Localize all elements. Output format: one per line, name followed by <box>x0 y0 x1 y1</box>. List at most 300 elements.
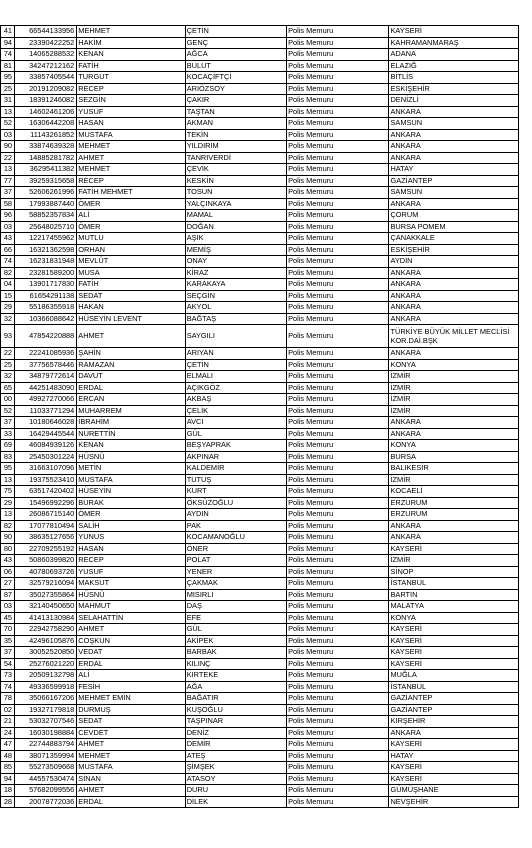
id-number-cell: 52606261996 <box>15 187 77 199</box>
row-number-cell: 41 <box>1 26 15 38</box>
title-cell: Polis Memuru <box>287 440 389 452</box>
last-name-cell: AKPINAR <box>185 451 286 463</box>
id-number-cell: 25450301224 <box>15 451 77 463</box>
last-name-cell: EFE <box>185 612 286 624</box>
row-number-cell: 43 <box>1 555 15 567</box>
last-name-cell: ÖKSÜZOĞLU <box>185 497 286 509</box>
first-name-cell: RECEP <box>77 175 185 187</box>
first-name-cell: MEVLÜT <box>77 256 185 268</box>
location-cell: ÇANAKKALE <box>389 233 519 245</box>
table-row <box>1 83 519 95</box>
first-name-cell: RAMAZAN <box>77 359 185 371</box>
row-number-cell: 54 <box>1 658 15 670</box>
table-row <box>1 95 519 107</box>
last-name-cell: AÇIKGÖZ <box>185 382 286 394</box>
title-cell: Polis Memuru <box>287 244 389 256</box>
id-number-cell: 25276021220 <box>15 658 77 670</box>
row-number-cell: 02 <box>1 704 15 716</box>
row-number-cell: 65 <box>1 382 15 394</box>
row-number-cell: 32 <box>1 371 15 383</box>
last-name-cell: MEMİŞ <box>185 244 286 256</box>
id-number-cell: 33874639328 <box>15 141 77 153</box>
title-cell: Polis Memuru <box>287 486 389 498</box>
last-name-cell: ÇAKIR <box>185 95 286 107</box>
last-name-cell: MAMAL <box>185 210 286 222</box>
id-number-cell: 23281589200 <box>15 267 77 279</box>
title-cell: Polis Memuru <box>287 210 389 222</box>
last-name-cell: AŞIK <box>185 233 286 245</box>
first-name-cell: RECEP <box>77 555 185 567</box>
first-name-cell: MUHARREM <box>77 405 185 417</box>
table-row <box>1 279 519 291</box>
row-number-cell: 80 <box>1 543 15 555</box>
location-cell: KAYSERİ <box>389 762 519 774</box>
last-name-cell: BEŞYAPRAK <box>185 440 286 452</box>
location-cell: ESKİŞEHİR <box>389 83 519 95</box>
row-number-cell: 66 <box>1 244 15 256</box>
id-number-cell: 20191209082 <box>15 83 77 95</box>
table-row <box>1 371 519 383</box>
row-number-cell: 70 <box>1 624 15 636</box>
title-cell: Polis Memuru <box>287 290 389 302</box>
table-row <box>1 497 519 509</box>
location-cell: BİTLİS <box>389 72 519 84</box>
first-name-cell: NURETTİN <box>77 428 185 440</box>
id-number-cell: 11143261852 <box>15 129 77 141</box>
location-cell: GAZİANTEP <box>389 693 519 705</box>
last-name-cell: KURT <box>185 486 286 498</box>
row-number-cell: 81 <box>1 60 15 72</box>
title-cell: Polis Memuru <box>287 37 389 49</box>
last-name-cell: TEKİN <box>185 129 286 141</box>
row-number-cell: 22 <box>1 152 15 164</box>
first-name-cell: ORHAN <box>77 244 185 256</box>
title-cell: Polis Memuru <box>287 83 389 95</box>
last-name-cell: YALÇINKAYA <box>185 198 286 210</box>
id-number-cell: 38071359994 <box>15 750 77 762</box>
title-cell: Polis Memuru <box>287 405 389 417</box>
location-cell: ANKARA <box>389 313 519 325</box>
table-row <box>1 739 519 751</box>
row-number-cell: 13 <box>1 106 15 118</box>
table-row <box>1 762 519 774</box>
table-row <box>1 601 519 613</box>
row-number-cell: 25 <box>1 83 15 95</box>
location-cell: ANKARA <box>389 279 519 291</box>
title-cell: Polis Memuru <box>287 313 389 325</box>
id-number-cell: 20509132798 <box>15 670 77 682</box>
title-cell: Polis Memuru <box>287 555 389 567</box>
row-number-cell: 96 <box>1 210 15 222</box>
title-cell: Polis Memuru <box>287 325 389 348</box>
location-cell: KAYSERİ <box>389 647 519 659</box>
location-cell: ANKARA <box>389 129 519 141</box>
id-number-cell: 34247212162 <box>15 60 77 72</box>
last-name-cell: AĞA <box>185 681 286 693</box>
title-cell: Polis Memuru <box>287 60 389 72</box>
first-name-cell: ERDAL <box>77 796 185 808</box>
table-row <box>1 520 519 532</box>
first-name-cell: AHMET <box>77 152 185 164</box>
last-name-cell: AKBAŞ <box>185 394 286 406</box>
title-cell: Polis Memuru <box>287 49 389 61</box>
location-cell: BURSA <box>389 451 519 463</box>
row-number-cell: 04 <box>1 279 15 291</box>
table-row <box>1 532 519 544</box>
first-name-cell: ÖMER <box>77 221 185 233</box>
location-cell: ANKARA <box>389 520 519 532</box>
location-cell: GÜMÜŞHANE <box>389 785 519 797</box>
table-row <box>1 106 519 118</box>
location-cell: SİNOP <box>389 566 519 578</box>
first-name-cell: AHMET <box>77 325 185 348</box>
id-number-cell: 41413130984 <box>15 612 77 624</box>
location-cell: KONYA <box>389 359 519 371</box>
row-number-cell: 83 <box>1 451 15 463</box>
last-name-cell: ARIÖZSOY <box>185 83 286 95</box>
id-number-cell: 66544133956 <box>15 26 77 38</box>
table-row <box>1 773 519 785</box>
first-name-cell: HÜSEYİN LEVENT <box>77 313 185 325</box>
location-cell: ESKİŞEHİR <box>389 244 519 256</box>
location-cell: AYDIN <box>389 256 519 268</box>
location-cell: KAYSERİ <box>389 739 519 751</box>
last-name-cell: TAŞTAN <box>185 106 286 118</box>
table-row <box>1 359 519 371</box>
location-cell: KAYSERİ <box>389 624 519 636</box>
table-row <box>1 785 519 797</box>
title-cell: Polis Memuru <box>287 762 389 774</box>
first-name-cell: FATİH MEHMET <box>77 187 185 199</box>
table-row <box>1 670 519 682</box>
last-name-cell: KESKİN <box>185 175 286 187</box>
id-number-cell: 22241085936 <box>15 348 77 360</box>
first-name-cell: VEDAT <box>77 647 185 659</box>
id-number-cell: 63517420402 <box>15 486 77 498</box>
id-number-cell: 46084939126 <box>15 440 77 452</box>
table-row <box>1 164 519 176</box>
row-number-cell: 47 <box>1 739 15 751</box>
location-cell: BURSA POMEM <box>389 221 519 233</box>
location-cell: ERZURUM <box>389 497 519 509</box>
id-number-cell: 11033771294 <box>15 405 77 417</box>
row-number-cell: 52 <box>1 118 15 130</box>
location-cell: MALATYA <box>389 601 519 613</box>
first-name-cell: MEHMET <box>77 26 185 38</box>
title-cell: Polis Memuru <box>287 578 389 590</box>
location-cell: TÜRKİYE BÜYÜK MİLLET MECLİSİ KOR.DAİ.BŞK <box>389 325 519 348</box>
row-number-cell: 74 <box>1 681 15 693</box>
row-number-cell: 94 <box>1 773 15 785</box>
row-number-cell: 74 <box>1 256 15 268</box>
location-cell: ANKARA <box>389 348 519 360</box>
last-name-cell: ELMALI <box>185 371 286 383</box>
row-number-cell: 35 <box>1 635 15 647</box>
row-number-cell: 18 <box>1 785 15 797</box>
title-cell: Polis Memuru <box>287 670 389 682</box>
title-cell: Polis Memuru <box>287 175 389 187</box>
table-row <box>1 635 519 647</box>
title-cell: Polis Memuru <box>287 796 389 808</box>
title-cell: Polis Memuru <box>287 681 389 693</box>
id-number-cell: 10366088642 <box>15 313 77 325</box>
id-number-cell: 16321362598 <box>15 244 77 256</box>
id-number-cell: 16306442208 <box>15 118 77 130</box>
location-cell: MUĞLA <box>389 670 519 682</box>
id-number-cell: 35027355864 <box>15 589 77 601</box>
first-name-cell: KENAN <box>77 440 185 452</box>
table-row <box>1 118 519 130</box>
row-number-cell: 03 <box>1 221 15 233</box>
location-cell: İZMİR <box>389 555 519 567</box>
last-name-cell: BARBAK <box>185 647 286 659</box>
table-row <box>1 175 519 187</box>
id-number-cell: 17993887440 <box>15 198 77 210</box>
title-cell: Polis Memuru <box>287 129 389 141</box>
first-name-cell: FESİH <box>77 681 185 693</box>
id-number-cell: 36295411382 <box>15 164 77 176</box>
id-number-cell: 22942758290 <box>15 624 77 636</box>
title-cell: Polis Memuru <box>287 785 389 797</box>
first-name-cell: ALİ <box>77 670 185 682</box>
table-row <box>1 256 519 268</box>
location-cell: ANKARA <box>389 106 519 118</box>
last-name-cell: DOĞAN <box>185 221 286 233</box>
title-cell: Polis Memuru <box>287 509 389 521</box>
location-cell: İZMİR <box>389 394 519 406</box>
first-name-cell: ERDAL <box>77 658 185 670</box>
id-number-cell: 37756578446 <box>15 359 77 371</box>
last-name-cell: TOSUN <box>185 187 286 199</box>
location-cell: KAYSERİ <box>389 543 519 555</box>
last-name-cell: KARAKAYA <box>185 279 286 291</box>
location-cell: HATAY <box>389 164 519 176</box>
first-name-cell: AHMET <box>77 785 185 797</box>
id-number-cell: 30052520850 <box>15 647 77 659</box>
last-name-cell: AĞCA <box>185 49 286 61</box>
location-cell: ANKARA <box>389 198 519 210</box>
location-cell: ANKARA <box>389 141 519 153</box>
id-number-cell: 22709255192 <box>15 543 77 555</box>
first-name-cell: SALİH <box>77 520 185 532</box>
row-number-cell: 33 <box>1 428 15 440</box>
id-number-cell: 35066167206 <box>15 693 77 705</box>
id-number-cell: 32140450650 <box>15 601 77 613</box>
id-number-cell: 25648025710 <box>15 221 77 233</box>
last-name-cell: SAYGILI <box>185 325 286 348</box>
title-cell: Polis Memuru <box>287 359 389 371</box>
last-name-cell: DENİZ <box>185 727 286 739</box>
id-number-cell: 39259315658 <box>15 175 77 187</box>
first-name-cell: FATİH <box>77 279 185 291</box>
row-number-cell: 43 <box>1 233 15 245</box>
last-name-cell: DİLEK <box>185 796 286 808</box>
first-name-cell: YUSUF <box>77 566 185 578</box>
first-name-cell: HÜSNÜ <box>77 451 185 463</box>
title-cell: Polis Memuru <box>287 382 389 394</box>
title-cell: Polis Memuru <box>287 348 389 360</box>
title-cell: Polis Memuru <box>287 26 389 38</box>
row-number-cell: 82 <box>1 267 15 279</box>
location-cell: GAZİANTEP <box>389 175 519 187</box>
table-row <box>1 417 519 429</box>
last-name-cell: BULUT <box>185 60 286 72</box>
row-number-cell: 37 <box>1 417 15 429</box>
table-row <box>1 796 519 808</box>
last-name-cell: DEMİR <box>185 739 286 751</box>
location-cell: ANKARA <box>389 727 519 739</box>
location-cell: ANKARA <box>389 428 519 440</box>
location-cell: KAYSERİ <box>389 26 519 38</box>
first-name-cell: FATİH <box>77 60 185 72</box>
id-number-cell: 20078772036 <box>15 796 77 808</box>
id-number-cell: 22744883794 <box>15 739 77 751</box>
last-name-cell: ÇETİN <box>185 26 286 38</box>
location-cell: KAHRAMANMARAŞ <box>389 37 519 49</box>
row-number-cell: 69 <box>1 440 15 452</box>
location-cell: KONYA <box>389 440 519 452</box>
last-name-cell: BAĞATIR <box>185 693 286 705</box>
id-number-cell: 15496992296 <box>15 497 77 509</box>
title-cell: Polis Memuru <box>287 394 389 406</box>
title-cell: Polis Memuru <box>287 601 389 613</box>
row-number-cell: 03 <box>1 129 15 141</box>
table-row <box>1 704 519 716</box>
first-name-cell: MEHMET <box>77 141 185 153</box>
first-name-cell: MAHMUT <box>77 601 185 613</box>
id-number-cell: 32579216094 <box>15 578 77 590</box>
table-row <box>1 474 519 486</box>
location-cell: ANKARA <box>389 152 519 164</box>
last-name-cell: TANRIVERDİ <box>185 152 286 164</box>
table-row <box>1 49 519 61</box>
row-number-cell: 22 <box>1 348 15 360</box>
row-number-cell: 13 <box>1 509 15 521</box>
first-name-cell: MEHMET <box>77 750 185 762</box>
table-row <box>1 129 519 141</box>
first-name-cell: HASAN <box>77 118 185 130</box>
id-number-cell: 14602461206 <box>15 106 77 118</box>
row-number-cell: 13 <box>1 474 15 486</box>
table-row <box>1 382 519 394</box>
first-name-cell: SELAHATTİN <box>77 612 185 624</box>
table-row <box>1 198 519 210</box>
title-cell: Polis Memuru <box>287 267 389 279</box>
location-cell: İZMİR <box>389 474 519 486</box>
last-name-cell: AKYOL <box>185 302 286 314</box>
first-name-cell: MUSTAFA <box>77 762 185 774</box>
id-number-cell: 19327179818 <box>15 704 77 716</box>
id-number-cell: 53032707546 <box>15 716 77 728</box>
table-row <box>1 394 519 406</box>
first-name-cell: CEVDET <box>77 727 185 739</box>
location-cell: KAYSERİ <box>389 658 519 670</box>
id-number-cell: 44251483090 <box>15 382 77 394</box>
title-cell: Polis Memuru <box>287 658 389 670</box>
location-cell: ÇORUM <box>389 210 519 222</box>
location-cell: KAYSERİ <box>389 635 519 647</box>
location-cell: ANKARA <box>389 267 519 279</box>
row-number-cell: 95 <box>1 72 15 84</box>
last-name-cell: KOCAÇİFTÇİ <box>185 72 286 84</box>
table-row <box>1 26 519 38</box>
last-name-cell: ÇELİK <box>185 405 286 417</box>
row-number-cell: 93 <box>1 325 15 348</box>
table-row <box>1 302 519 314</box>
first-name-cell: ERDAL <box>77 382 185 394</box>
table-row <box>1 440 519 452</box>
first-name-cell: HAKAN <box>77 302 185 314</box>
row-number-cell: 90 <box>1 141 15 153</box>
id-number-cell: 26086715140 <box>15 509 77 521</box>
id-number-cell: 34879772614 <box>15 371 77 383</box>
location-cell: KIRŞEHİR <box>389 716 519 728</box>
table-row <box>1 187 519 199</box>
id-number-cell: 19375523410 <box>15 474 77 486</box>
location-cell: BALIKESİR <box>389 463 519 475</box>
location-cell: ANKARA <box>389 532 519 544</box>
id-number-cell: 61654291138 <box>15 290 77 302</box>
id-number-cell: 16231831948 <box>15 256 77 268</box>
title-cell: Polis Memuru <box>287 417 389 429</box>
table-row <box>1 486 519 498</box>
row-number-cell: 74 <box>1 49 15 61</box>
id-number-cell: 33857405544 <box>15 72 77 84</box>
id-number-cell: 13901717830 <box>15 279 77 291</box>
last-name-cell: YENER <box>185 566 286 578</box>
row-number-cell: 37 <box>1 187 15 199</box>
table-row <box>1 290 519 302</box>
title-cell: Polis Memuru <box>287 520 389 532</box>
table-row <box>1 509 519 521</box>
title-cell: Polis Memuru <box>287 474 389 486</box>
row-number-cell: 32 <box>1 313 15 325</box>
last-name-cell: KALDEMİR <box>185 463 286 475</box>
id-number-cell: 14885281782 <box>15 152 77 164</box>
location-cell: KONYA <box>389 612 519 624</box>
first-name-cell: HÜSEYİN <box>77 486 185 498</box>
last-name-cell: PAK <box>185 520 286 532</box>
last-name-cell: ÖNER <box>185 543 286 555</box>
title-cell: Polis Memuru <box>287 704 389 716</box>
last-name-cell: KUŞOĞLU <box>185 704 286 716</box>
table-row <box>1 325 519 348</box>
title-cell: Polis Memuru <box>287 497 389 509</box>
title-cell: Polis Memuru <box>287 187 389 199</box>
first-name-cell: SEDAT <box>77 716 185 728</box>
first-name-cell: SEDAT <box>77 290 185 302</box>
first-name-cell: ÖMER <box>77 509 185 521</box>
last-name-cell: DAŞ <box>185 601 286 613</box>
last-name-cell: MISIRLI <box>185 589 286 601</box>
title-cell: Polis Memuru <box>287 118 389 130</box>
table-row <box>1 428 519 440</box>
row-number-cell: 87 <box>1 589 15 601</box>
personnel-table-body <box>1 26 519 808</box>
row-number-cell: 24 <box>1 727 15 739</box>
title-cell: Polis Memuru <box>287 152 389 164</box>
personnel-table <box>0 25 519 808</box>
table-row <box>1 727 519 739</box>
table-row <box>1 141 519 153</box>
table-row <box>1 210 519 222</box>
title-cell: Polis Memuru <box>287 716 389 728</box>
row-number-cell: 28 <box>1 796 15 808</box>
first-name-cell: MEHMET <box>77 164 185 176</box>
row-number-cell: 29 <box>1 497 15 509</box>
title-cell: Polis Memuru <box>287 739 389 751</box>
table-row <box>1 348 519 360</box>
